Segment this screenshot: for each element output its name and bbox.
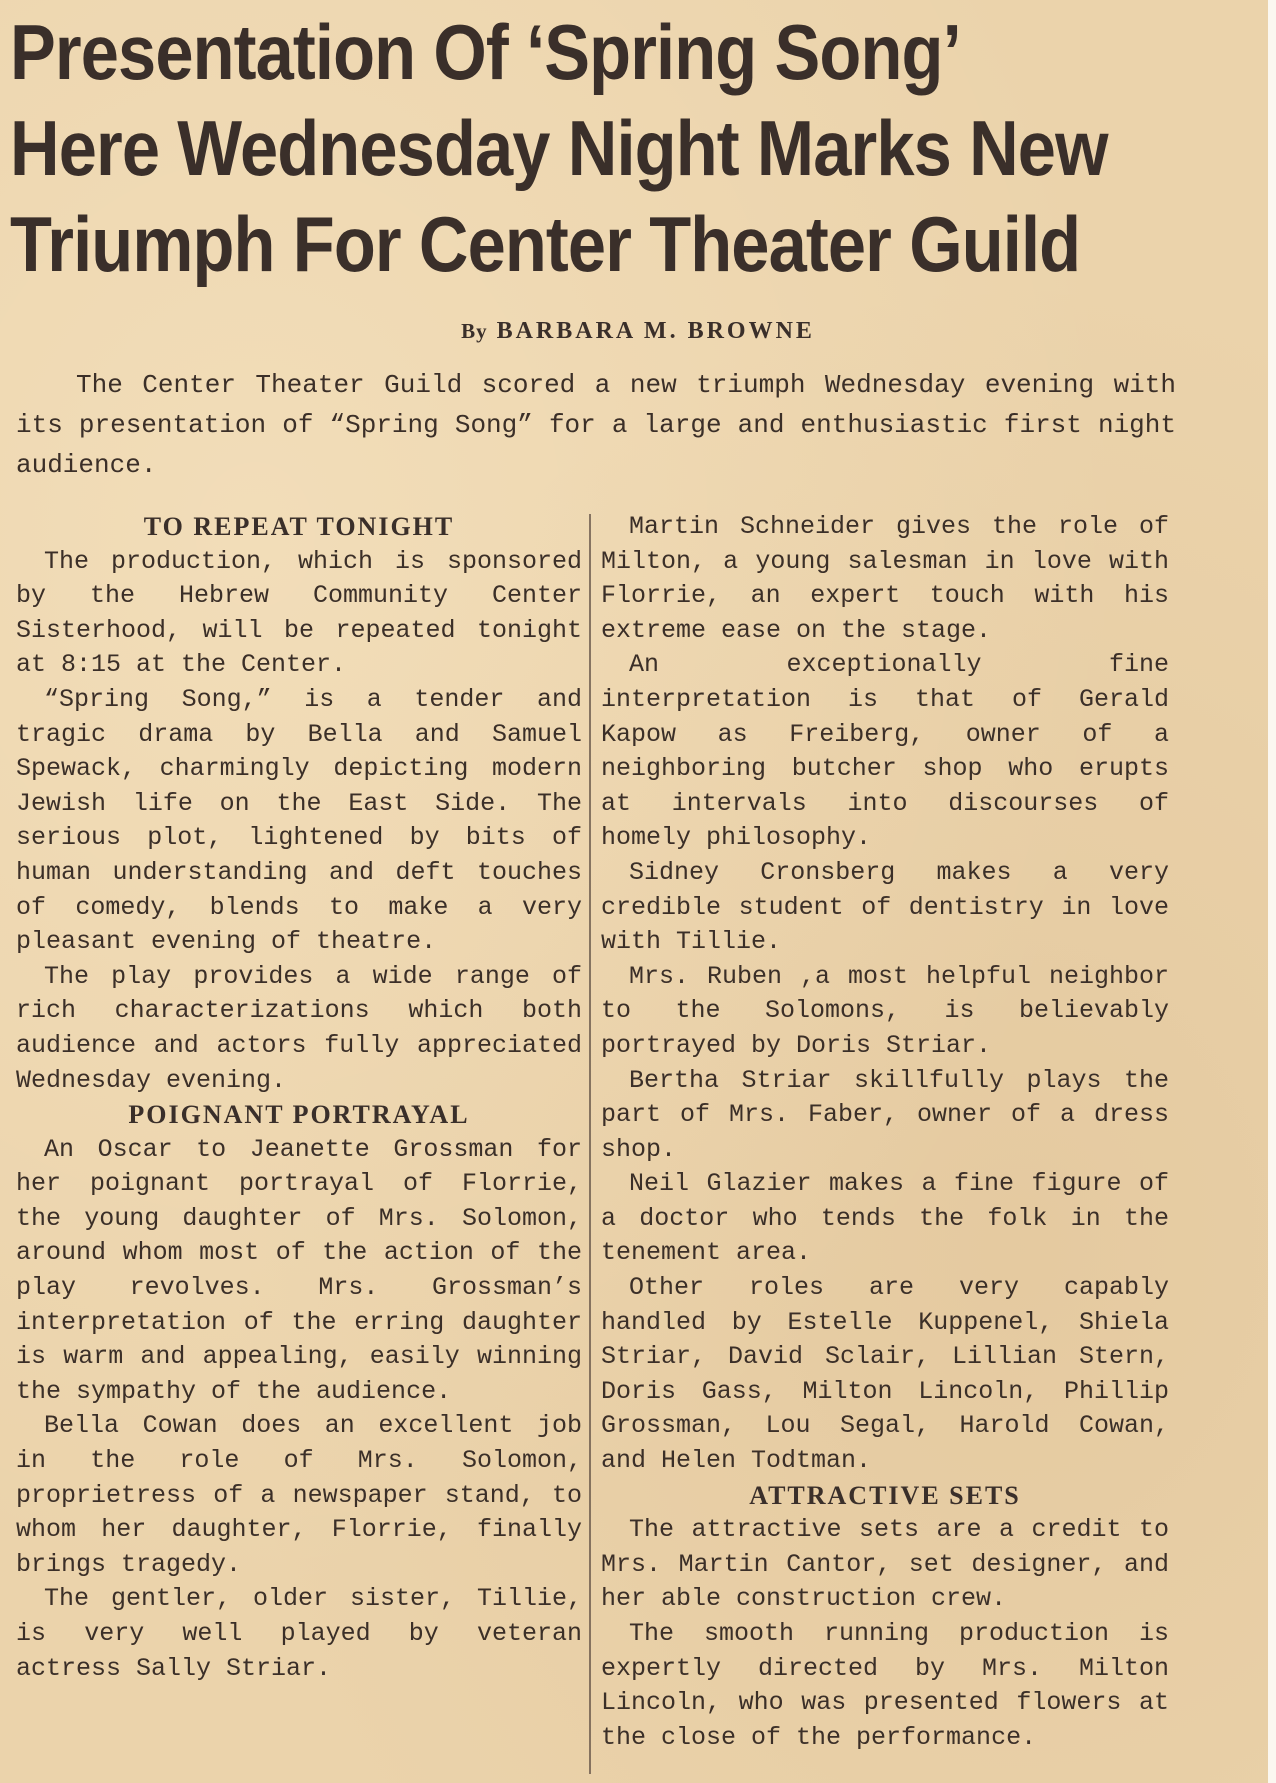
subhead-attractive-sets: ATTRACTIVE SETS	[749, 1480, 1021, 1510]
paragraph: The play provides a wide range of rich characterizations which both audience and actors fully appreciated Wednesday evening.	[16, 961, 582, 1095]
paragraph: Sidney Cronsberg makes a very credible student of dentistry in love with Tillie.	[601, 857, 1169, 957]
paragraph: “Spring Song,” is a tender and tragic drama by Bella and Samuel Spewack, charmingly depicting modern Jewish life on the East Side. The serious plot, lightened by bits of human understanding and deft touches of comedy, blends to make a very pleasant evening of theatre.	[16, 684, 582, 957]
paragraph: The smooth running production is expertly directed by Mrs. Milton Lincoln, who was presented flowers at the close of the performance.	[601, 1619, 1169, 1752]
headline-line-1: Presentation Of ‘Spring Song’	[10, 8, 961, 96]
column-divider	[589, 514, 591, 1774]
paragraph: Bertha Striar skillfully plays the part of Mrs. Faber, owner of a dress shop.	[601, 1065, 1169, 1164]
byline-prefix: By	[461, 319, 488, 343]
paragraph: Bella Cowan does an excellent job in the role of Mrs. Solomon, proprietress of a newspaper stand, to whom her daughter, Florrie, finally brings tragedy.	[16, 1411, 582, 1579]
byline-author: BARBARA M. BROWNE	[496, 318, 815, 344]
headline-line-3: Triumph For Center Theater Guild	[10, 200, 1081, 288]
paragraph: An Oscar to Jeanette Grossman for her poignant portrayal of Florrie, the young daughter of Mrs. Solomon, around whom most of the action of the play revolves. Mrs. Grossman’s interpretation of the erring daughter is warm and appealing, easily winning the sympathy of the audience.	[16, 1134, 582, 1406]
paragraph: The gentler, older sister, Tillie, is very well played by veteran actress Sally Striar.	[16, 1584, 582, 1683]
paragraph: Other roles are very capably handled by Estelle Kuppenel, Shiela Striar, David Sclair, Lillian Stern, Doris Gass, Milton Lincoln, Phillip Grossman, Lou Segal, Harold Cowan, and Helen Todtman.	[601, 1273, 1169, 1476]
right-column	[601, 510, 1169, 1755]
paragraph: Neil Glazier makes a fine figure of a doctor who tends the folk in the tenement area.	[601, 1169, 1169, 1268]
paragraph: The production, which is sponsored by the Hebrew Community Center Sisterhood, will be repeated tonight at 8:15 at the Center.	[16, 546, 582, 680]
paragraph: Mrs. Ruben ,a most helpful neighbor to the Solomons, is believably portrayed by Doris Striar.	[601, 961, 1169, 1060]
left-column	[16, 510, 582, 1686]
paragraph: Martin Schneider gives the role of Milton, a young salesman in love with Florrie, an expert touch with his extreme ease on the stage.	[601, 512, 1169, 645]
headline	[10, 4, 1108, 292]
subhead-to-repeat-tonight: TO REPEAT TONIGHT	[143, 512, 455, 541]
lede-paragraph: The Center Theater Guild scored a new triumph Wednesday evening with its presentation of “Spring Song” for a large and enthusiastic first night audience.	[16, 370, 1176, 480]
paragraph: The attractive sets are a credit to Mrs. Martin Cantor, set designer, and her able construction crew.	[601, 1515, 1169, 1614]
byline	[0, 318, 1276, 345]
headline-line-2: Here Wednesday Night Marks New	[10, 104, 1108, 192]
subhead-poignant-portrayal: POIGNANT PORTRAYAL	[128, 1100, 470, 1130]
paragraph: An exceptionally fine interpretation is that of Gerald Kapow as Freiberg, owner of a neighboring butcher shop who erupts at intervals into discourses of homely philosophy.	[601, 650, 1169, 853]
